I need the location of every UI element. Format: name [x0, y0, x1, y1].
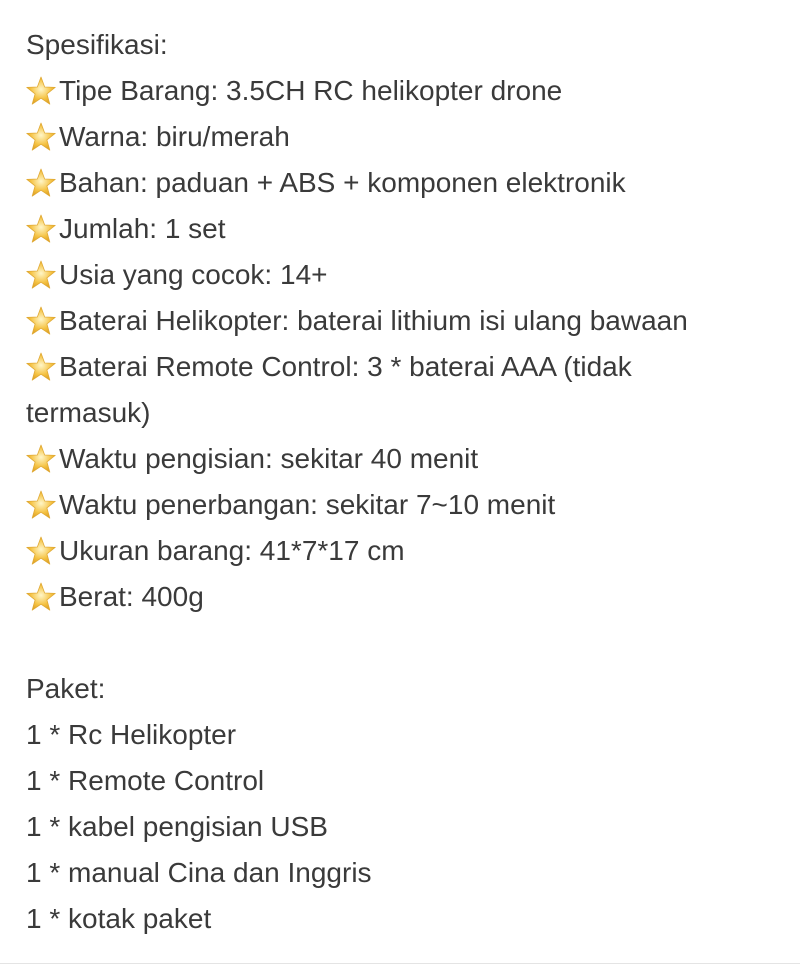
star-icon [24, 442, 58, 476]
package-item: 1 * Rc Helikopter [26, 719, 237, 750]
spec-item-text: Ukuran barang: 41*7*17 cm [59, 535, 405, 566]
product-description [26, 22, 786, 942]
spec-item [26, 528, 786, 574]
spec-item [26, 206, 786, 252]
spec-item-continuation: termasuk) [26, 397, 151, 428]
star-icon [24, 258, 58, 292]
star-icon [24, 350, 58, 384]
spec-item-text: Baterai Remote Control: 3 * baterai AAA (tidak [59, 351, 632, 382]
star-icon [24, 212, 58, 246]
spec-item [26, 482, 786, 528]
spec-heading: Spesifikasi: [26, 29, 168, 60]
package-item: 1 * kabel pengisian USB [26, 811, 328, 842]
star-icon [24, 580, 58, 614]
spec-item [26, 160, 786, 206]
spec-item-text: Warna: biru/merah [59, 121, 290, 152]
package-item: 1 * kotak paket [26, 903, 212, 934]
star-icon [24, 488, 58, 522]
spec-item-text: Baterai Helikopter: baterai lithium isi ulang bawaan [59, 305, 688, 336]
spec-item [26, 574, 786, 620]
spec-item-text: Usia yang cocok: 14+ [59, 259, 328, 290]
spec-item-text: Jumlah: 1 set [59, 213, 226, 244]
spec-item [26, 252, 786, 298]
star-icon [24, 304, 58, 338]
spec-item [26, 298, 786, 344]
package-item: 1 * manual Cina dan Inggris [26, 857, 372, 888]
section-spacer [26, 620, 786, 666]
star-icon [24, 120, 58, 154]
bottom-divider [0, 963, 800, 964]
spec-item-text: Berat: 400g [59, 581, 204, 612]
package-item: 1 * Remote Control [26, 765, 265, 796]
star-icon [24, 74, 58, 108]
spec-item-text: Waktu penerbangan: sekitar 7~10 menit [59, 489, 556, 520]
spec-item [26, 436, 786, 482]
star-icon [24, 534, 58, 568]
package-list [26, 712, 786, 942]
spec-item-text: Bahan: paduan + ABS + komponen elektronik [59, 167, 626, 198]
spec-item [26, 344, 786, 390]
star-icon [24, 166, 58, 200]
spec-item-text: Waktu pengisian: sekitar 40 menit [59, 443, 479, 474]
spec-item [26, 68, 786, 114]
package-heading: Paket: [26, 673, 106, 704]
spec-item-text: Tipe Barang: 3.5CH RC helikopter drone [59, 75, 563, 106]
spec-item [26, 114, 786, 160]
spec-list [26, 68, 786, 620]
